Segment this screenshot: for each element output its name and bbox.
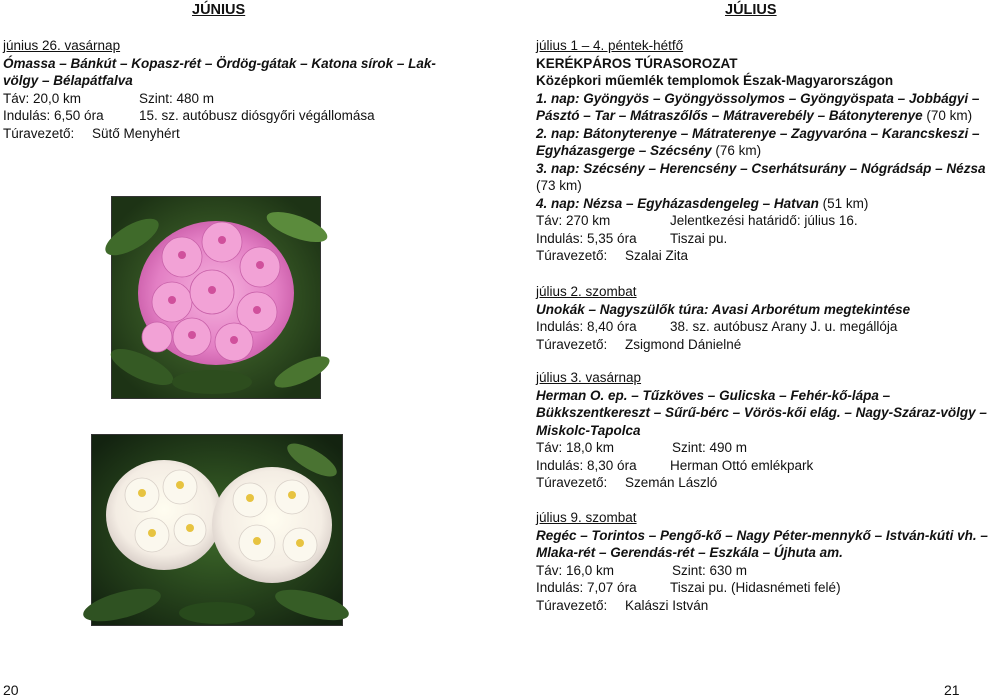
event-distance: Táv: 18,0 km <box>536 440 615 455</box>
event-subtitle: Középkori műemlék templomok Észak-Magyarországon <box>536 73 894 88</box>
event-departure: Indulás: 8,30 óra <box>536 457 637 473</box>
event-guide-name: Kalászi István <box>625 597 709 613</box>
event-route-line2: Mlaka-rét – Gerendás-rét – Eszkála – Újhuta am. <box>536 545 843 560</box>
month-header-july: JÚLIUS <box>725 2 777 18</box>
event-guide-label: Túravezető: <box>3 125 75 141</box>
event-deadline: Jelentkezési határidő: július 16. <box>670 213 858 228</box>
event-date: június 26. vasárnap <box>3 38 121 53</box>
left-page <box>0 0 480 700</box>
event-distance: Táv: 270 km <box>536 213 611 228</box>
event-june-26 <box>3 37 473 142</box>
day3-km: (73 km) <box>536 178 582 193</box>
day3-line1: 3. nap: Szécsény – Herencsény – Cserhátsurány – Nógrádsáp – Nézsa <box>536 160 986 176</box>
day2-line2: Egyházasgerge – Szécsény <box>536 143 712 158</box>
event-route-line3: Miskolc-Tapolca <box>536 422 641 438</box>
event-elevation: Szint: 490 m <box>672 440 748 455</box>
event-title: Herman O. ep. – Tűzköves – Gulicska – Fehér-kő-lápa – <box>536 387 891 403</box>
day2-km: (76 km) <box>711 143 762 158</box>
pink-rhododendron-image <box>112 197 320 398</box>
day1-line2: Pásztó – Tar – Mátraszőlős – Mátraverebély – Bátonyterenye <box>536 108 923 123</box>
event-meeting-point: Tiszai pu. (Hidasnémeti felé) <box>670 580 841 595</box>
event-date: július 2. szombat <box>536 284 637 299</box>
event-guide-name: Sütő Menyhért <box>92 125 180 141</box>
event-title: KERÉKPÁROS TÚRASOROZAT <box>536 55 738 71</box>
event-departure: Indulás: 8,40 óra <box>536 319 637 334</box>
month-header-june: JÚNIUS <box>192 2 246 18</box>
white-rhododendron-photo <box>91 434 343 626</box>
event-elevation: Szint: 480 m <box>139 90 215 106</box>
event-departure: Indulás: 5,35 óra <box>536 230 637 246</box>
event-route-line1: Ómassa – Bánkút – Kopasz-rét – Ördög-gátak – Katona sírok – Lak- <box>3 55 436 71</box>
event-departure: Indulás: 7,07 óra <box>536 580 637 595</box>
event-guide-name: Szemán László <box>625 475 718 490</box>
event-distance: Táv: 20,0 km <box>3 90 82 106</box>
event-date: július 1 – 4. péntek-hétfő <box>536 38 684 53</box>
event-meeting-point: Herman Ottó emlékpark <box>670 457 814 473</box>
event-departure: Indulás: 6,50 óra <box>3 108 104 123</box>
page-number-right: 21 <box>944 682 960 698</box>
event-date: július 3. vasárnap <box>536 370 642 385</box>
event-meeting-point: 15. sz. autóbusz diósgyőri végállomása <box>139 108 375 123</box>
event-july-2 <box>536 283 954 353</box>
event-guide-label: Túravezető: <box>536 475 608 490</box>
white-rhododendron-image <box>92 435 342 625</box>
event-route-line2: Bükkszentkereszt – Sűrű-bérc – Vörös-kői elág. – Nagy-Száraz-völgy – <box>536 405 987 420</box>
day1-line1: 1. nap: Gyöngyös – Gyöngyössolymos – Gyöngyöspata – Jobbágyi – <box>536 90 980 106</box>
event-guide-label: Túravezető: <box>536 248 608 263</box>
day1-km: (70 km) <box>922 108 973 123</box>
event-july-1-4 <box>536 37 986 265</box>
event-title: Regéc – Torintos – Pengő-kő – Nagy Péter-mennykő – István-kúti vh. – <box>536 527 988 543</box>
event-guide-name: Zsigmond Dánielné <box>625 336 742 352</box>
event-meeting-point: Tiszai pu. <box>670 230 728 246</box>
event-guide-label: Túravezető: <box>536 336 608 352</box>
day4-line: 4. nap: Nézsa – Egyházasdengeleg – Hatvan <box>536 195 819 211</box>
event-title: Unokák – Nagyszülők túra: Avasi Arborétum megtekintése <box>536 301 911 317</box>
day4-km: (51 km) <box>818 195 869 211</box>
event-guide-label: Túravezető: <box>536 597 608 613</box>
pink-rhododendron-photo <box>111 196 321 399</box>
event-date: július 9. szombat <box>536 510 637 525</box>
page-number-left: 20 <box>3 682 19 698</box>
event-meeting-point: 38. sz. autóbusz Arany J. u. megállója <box>670 319 898 334</box>
day2-line1: 2. nap: Bátonyterenye – Mátraterenye – Zagyvaróna – Karancskeszi – <box>536 125 980 141</box>
event-elevation: Szint: 630 m <box>672 562 748 578</box>
event-july-3 <box>536 369 987 492</box>
event-distance: Táv: 16,0 km <box>536 562 615 578</box>
event-route-line2: völgy – Bélapátfalva <box>3 73 133 88</box>
event-guide-name: Szalai Zita <box>625 248 689 263</box>
event-july-9 <box>536 509 988 614</box>
